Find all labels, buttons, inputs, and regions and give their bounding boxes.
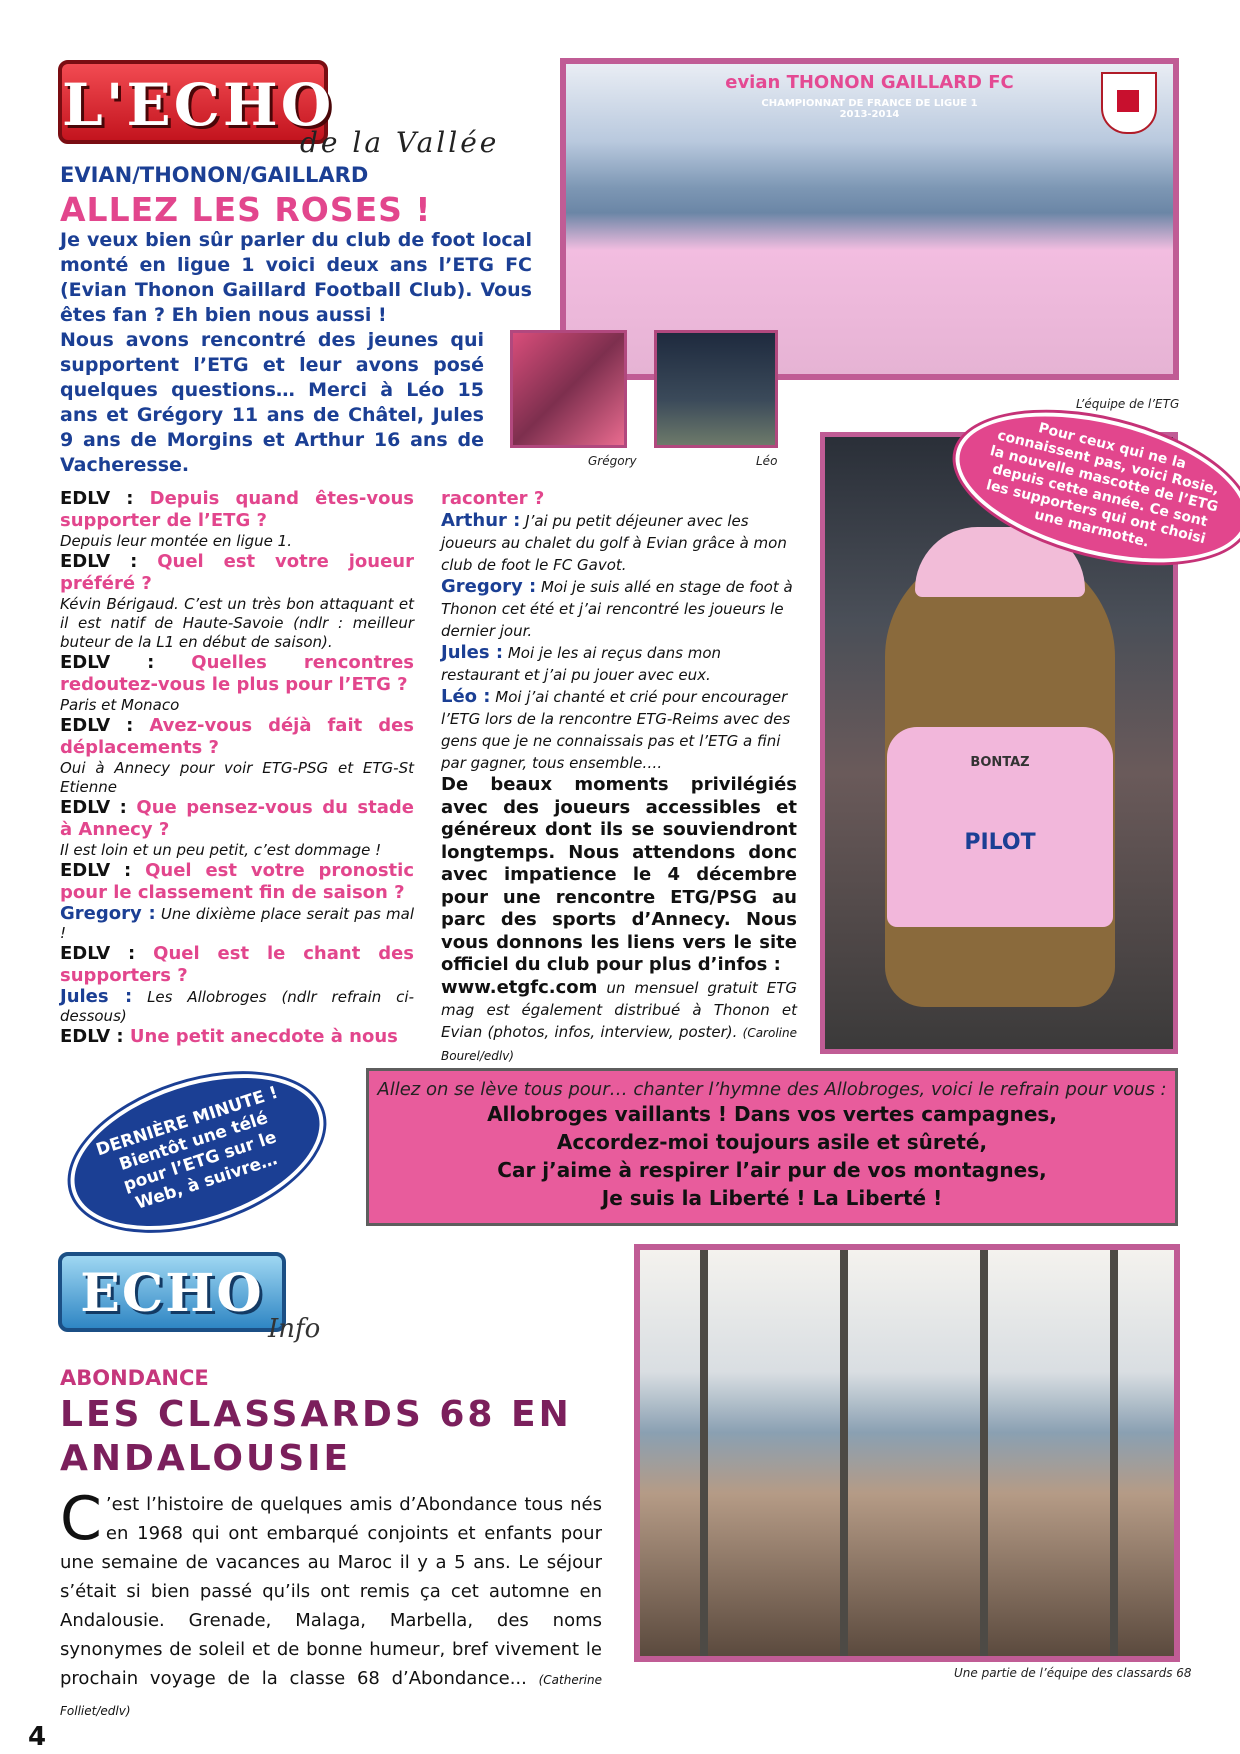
question-7 <box>60 943 414 987</box>
edlv-label: EDLV : <box>60 652 155 673</box>
respondent-name: Léo : <box>441 686 491 707</box>
team-photo-season: 2013-2014 <box>839 109 900 120</box>
group-photo-caption: Une partie de l’équipe des classards 68 <box>954 1666 1192 1680</box>
question-text: raconter ? <box>441 488 545 509</box>
gregory-photo-caption: Grégory <box>588 454 637 468</box>
team-photo-banner: evian THONON GAILLARD FC <box>725 72 1014 93</box>
answer-2: Kévin Bérigaud. C’est un très bon attaquant et il est natif de Haute-Savoie (ndlr : meilleur buteur de la L1 en début de saison). <box>60 595 414 651</box>
window-frame <box>840 1250 848 1656</box>
edlv-label: EDLV : <box>60 797 127 818</box>
gregory-photo <box>510 330 627 448</box>
echo-logo-subtitle: de la Vallée <box>300 126 500 159</box>
respondent-name: Arthur : <box>441 510 521 531</box>
team-photo <box>560 58 1179 380</box>
closing-paragraph: De beaux moments privilégiés avec des joueurs accessibles et généreux dont ils se souviendront longtemps. Nous attendons donc avec impatience le 4 décembre pour une rencontre ETG/PSG au parc des sports d’Annecy. Nous vous donnons les liens vers le site officiel du club pour plus d’infos : <box>441 774 797 975</box>
reply-jules <box>441 642 797 686</box>
drop-cap: C <box>60 1484 102 1554</box>
closing-tail-text: un mensuel gratuit ETG mag est également distribué à Thonon et Evian (photos, infos, interview, poster). <box>441 978 797 1041</box>
window-frame <box>980 1250 988 1656</box>
question-5 <box>60 797 414 841</box>
allobroges-refrain-box <box>366 1068 1178 1226</box>
answer-text: Moi j’ai chanté et crié pour encourager l’ETG lors de la rencontre ETG-Reims avec des gens que je ne connaissais pas et l’ETG a fini par gagner, tous ensemble…. <box>441 688 791 772</box>
reply-leo <box>441 686 797 774</box>
answer-3: Paris et Monaco <box>60 696 180 714</box>
edlv-label: EDLV : <box>60 715 134 736</box>
question-2 <box>60 551 414 595</box>
refrain-line-4: Je suis la Liberté ! La Liberté ! <box>601 1186 943 1210</box>
mascot-shirt <box>887 727 1113 927</box>
intro-paragraph-b: Nous avons rencontré des jeunes qui supportent l’ETG et leur avons posé quelques questions… Merci à Léo 15 ans et Grégory 11 ans de Châtel, Jules 9 ans de Morgins et Arthur 16 ans de Vacheresse. <box>60 329 484 476</box>
question-text: Quel est votre pronostic pour le classement fin de saison ? <box>60 860 414 903</box>
team-photo-caption: L’équipe de l’ETG <box>1076 397 1180 411</box>
respondent-name: Gregory : <box>441 576 537 597</box>
page-number: 4 <box>28 1722 47 1752</box>
mascot-shirt-logo: PILOT <box>964 830 1036 855</box>
club-crest-icon <box>1101 72 1157 134</box>
mascot-shirt-sponsor: BONTAZ <box>970 755 1030 770</box>
question-1 <box>60 488 414 532</box>
refrain-intro: Allez on se lève tous pour… chanter l’hymne des Allobroges, voici le refrain pour vous : <box>377 1079 1167 1100</box>
answer-4: Oui à Annecy pour voir ETG-PSG et ETG-St Etienne <box>60 759 414 796</box>
answer-text: Moi je suis allé en stage de foot à Thonon cet été et j’ai rencontré les joueurs le dernier jour. <box>441 578 793 640</box>
question-4 <box>60 715 414 759</box>
question-text: Depuis quand êtes-vous supporter de l’ETG ? <box>60 488 414 531</box>
window-frame <box>700 1250 708 1656</box>
question-text: Quel est le chant des supporters ? <box>60 943 415 986</box>
info-article-body: ’est l’histoire de quelques amis d’Abondance tous nés en 1968 qui ont embarqué conjoints et enfants pour une semaine de vacances au Maroc il y a 5 ans. Le séjour s’était si bien passé qu’ils ont remis ça cet automne en Andalousie. Grenade, Malaga, Marbella, des noms synonymes de soleil et de bonne humeur, bref vivement le prochain voyage de la classe 68 d’Abondance... <box>60 1494 602 1689</box>
mascot-info-bubble: Pour ceux qui ne la connaissent pas, voici Rosie, la nouvelle mascotte de l’ETG depuis cette année. Ce sont les supporters qui ont choisi une marmotte. <box>940 386 1240 590</box>
refrain-line-2: Accordez-moi toujours asile et sûreté, <box>556 1130 988 1154</box>
window-frame <box>1110 1250 1118 1656</box>
question-3 <box>60 652 414 696</box>
info-article <box>60 1484 602 1726</box>
closing-links <box>441 977 797 1067</box>
question-text: Que pensez-vous du stade à Annecy ? <box>60 797 414 840</box>
edlv-label: EDLV : <box>60 488 134 509</box>
info-headline: LES CLASSARDS 68 EN ANDALOUSIE <box>60 1394 572 1479</box>
echo-logo: L'ECHO <box>58 60 328 144</box>
interview-column-1 <box>60 488 414 1048</box>
author-credit: (Caroline Bourel/edlv) <box>441 1025 797 1063</box>
article-headline: ALLEZ LES ROSES ! <box>60 190 432 229</box>
club-website-link[interactable]: www.etgfc.com <box>441 976 598 998</box>
respondent-name: Gregory : <box>60 903 156 924</box>
answer-6 <box>60 904 414 943</box>
article-kicker: EVIAN/THONON/GAILLARD <box>60 163 369 187</box>
team-photo-championship: CHAMPIONNAT DE FRANCE DE LIGUE 1 <box>761 98 978 109</box>
team-photo-subtitle <box>566 98 1173 120</box>
refrain-line-3: Car j’aime à respirer l’air pur de vos montagnes, <box>497 1158 1047 1182</box>
classards-group-photo <box>634 1244 1180 1662</box>
edlv-label: EDLV : <box>60 943 136 964</box>
answer-text: Une dixième place serait pas mal ! <box>60 905 414 942</box>
answer-text: Moi je les ai reçus dans mon restaurant et j’ai pu jouer avec eux. <box>441 644 722 684</box>
leo-photo <box>654 330 778 448</box>
answer-text: J’ai pu petit déjeuner avec les joueurs au chalet du golf à Evian grâce à mon club de foot le FC Gavot. <box>441 512 787 574</box>
question-8 <box>60 1026 414 1048</box>
answer-7 <box>60 987 414 1026</box>
question-text: Quel est votre joueur préféré ? <box>60 551 415 594</box>
answer-1: Depuis leur montée en ligue 1. <box>60 532 292 550</box>
info-kicker: ABONDANCE <box>60 1366 209 1390</box>
respondent-name: Jules : <box>60 986 133 1007</box>
reply-arthur <box>441 510 797 576</box>
edlv-label: EDLV : <box>60 551 138 572</box>
reply-gregory <box>441 576 797 642</box>
info-author-credit: (Catherine Folliet/edlv) <box>60 1673 602 1718</box>
question-text: Quelles rencontres redoutez-vous le plus pour l’ETG ? <box>60 652 414 695</box>
respondent-name: Jules : <box>441 642 504 663</box>
edlv-label: EDLV : <box>60 1026 124 1047</box>
question-6 <box>60 860 414 904</box>
leo-photo-caption: Léo <box>756 454 778 468</box>
question-text: Une petit anecdote à nous <box>129 1026 398 1047</box>
last-minute-badge: DERNIÈRE MINUTE ! Bientôt une télé pour l’ETG sur le Web, à suivre… <box>51 1045 343 1259</box>
answer-text: Les Allobroges (ndlr refrain ci-dessous) <box>60 988 414 1025</box>
edlv-label: EDLV : <box>60 860 132 881</box>
echo-info-logo-subtitle: Info <box>268 1314 321 1344</box>
refrain-line-1: Allobroges vaillants ! Dans vos vertes campagnes, <box>487 1102 1057 1126</box>
question-text: Avez-vous déjà fait des déplacements ? <box>60 715 414 758</box>
intro-paragraph-a: Je veux bien sûr parler du club de foot local monté en ligue 1 voici deux ans l’ETG FC (Evian Thonon Gaillard Football Club). Vous êtes fan ? Eh bien nous aussi ! <box>60 229 532 326</box>
echo-info-logo: ECHO <box>58 1252 286 1332</box>
interview-column-2 <box>441 488 797 1067</box>
answer-5: Il est loin et un peu petit, c’est dommage ! <box>60 841 382 859</box>
question-8-continued <box>441 488 797 510</box>
